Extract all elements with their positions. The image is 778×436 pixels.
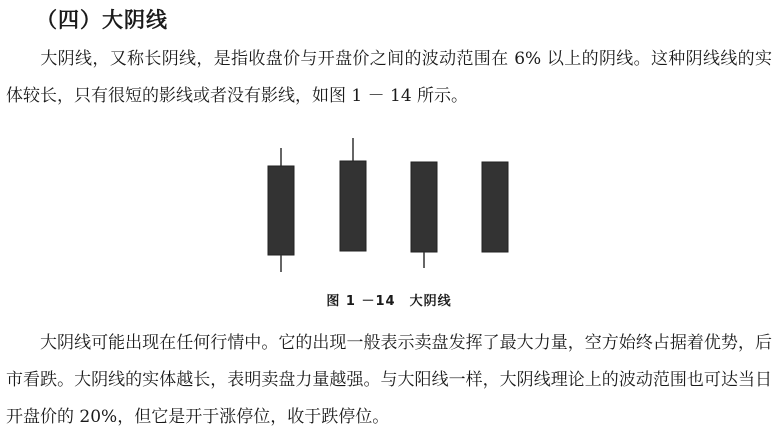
intro-paragraph-text: 大阴线，又称长阴线，是指收盘价与开盘价之间的波动范围在 6% 以上的阴线。这种阴线线的实体较长，只有很短的影线或者没有影线，如图 1 － 14 所示。 xyxy=(6,49,772,106)
section-heading: （四）大阴线 xyxy=(36,8,168,32)
figure-caption: 图 1 －14 大阴线 xyxy=(326,294,452,309)
candle-1-body xyxy=(268,166,294,255)
candlestick-figure xyxy=(0,130,778,280)
candle-upper-shadow-only xyxy=(340,138,366,251)
candle-4-body xyxy=(482,162,508,252)
body-paragraph-text: 大阴线可能出现在任何行情中。它的出现一般表示卖盘发挥了最大力量，空方始终占据着优势，后市看跌。大阴线的实体越长，表明卖盘力量越强。与大阳线一样，大阴线理论上的波动范围也可达当日开盘价的 20%，但它是开于涨停位，收于跌停位。 xyxy=(6,333,772,427)
candle-no-shadow xyxy=(482,162,508,252)
body-paragraph xyxy=(6,325,772,436)
intro-paragraph xyxy=(6,41,772,115)
candle-lower-shadow-only xyxy=(411,162,437,268)
candle-3-body xyxy=(411,162,437,252)
candle-2-body xyxy=(340,161,366,251)
candle-upper-and-lower-shadow xyxy=(268,148,294,272)
